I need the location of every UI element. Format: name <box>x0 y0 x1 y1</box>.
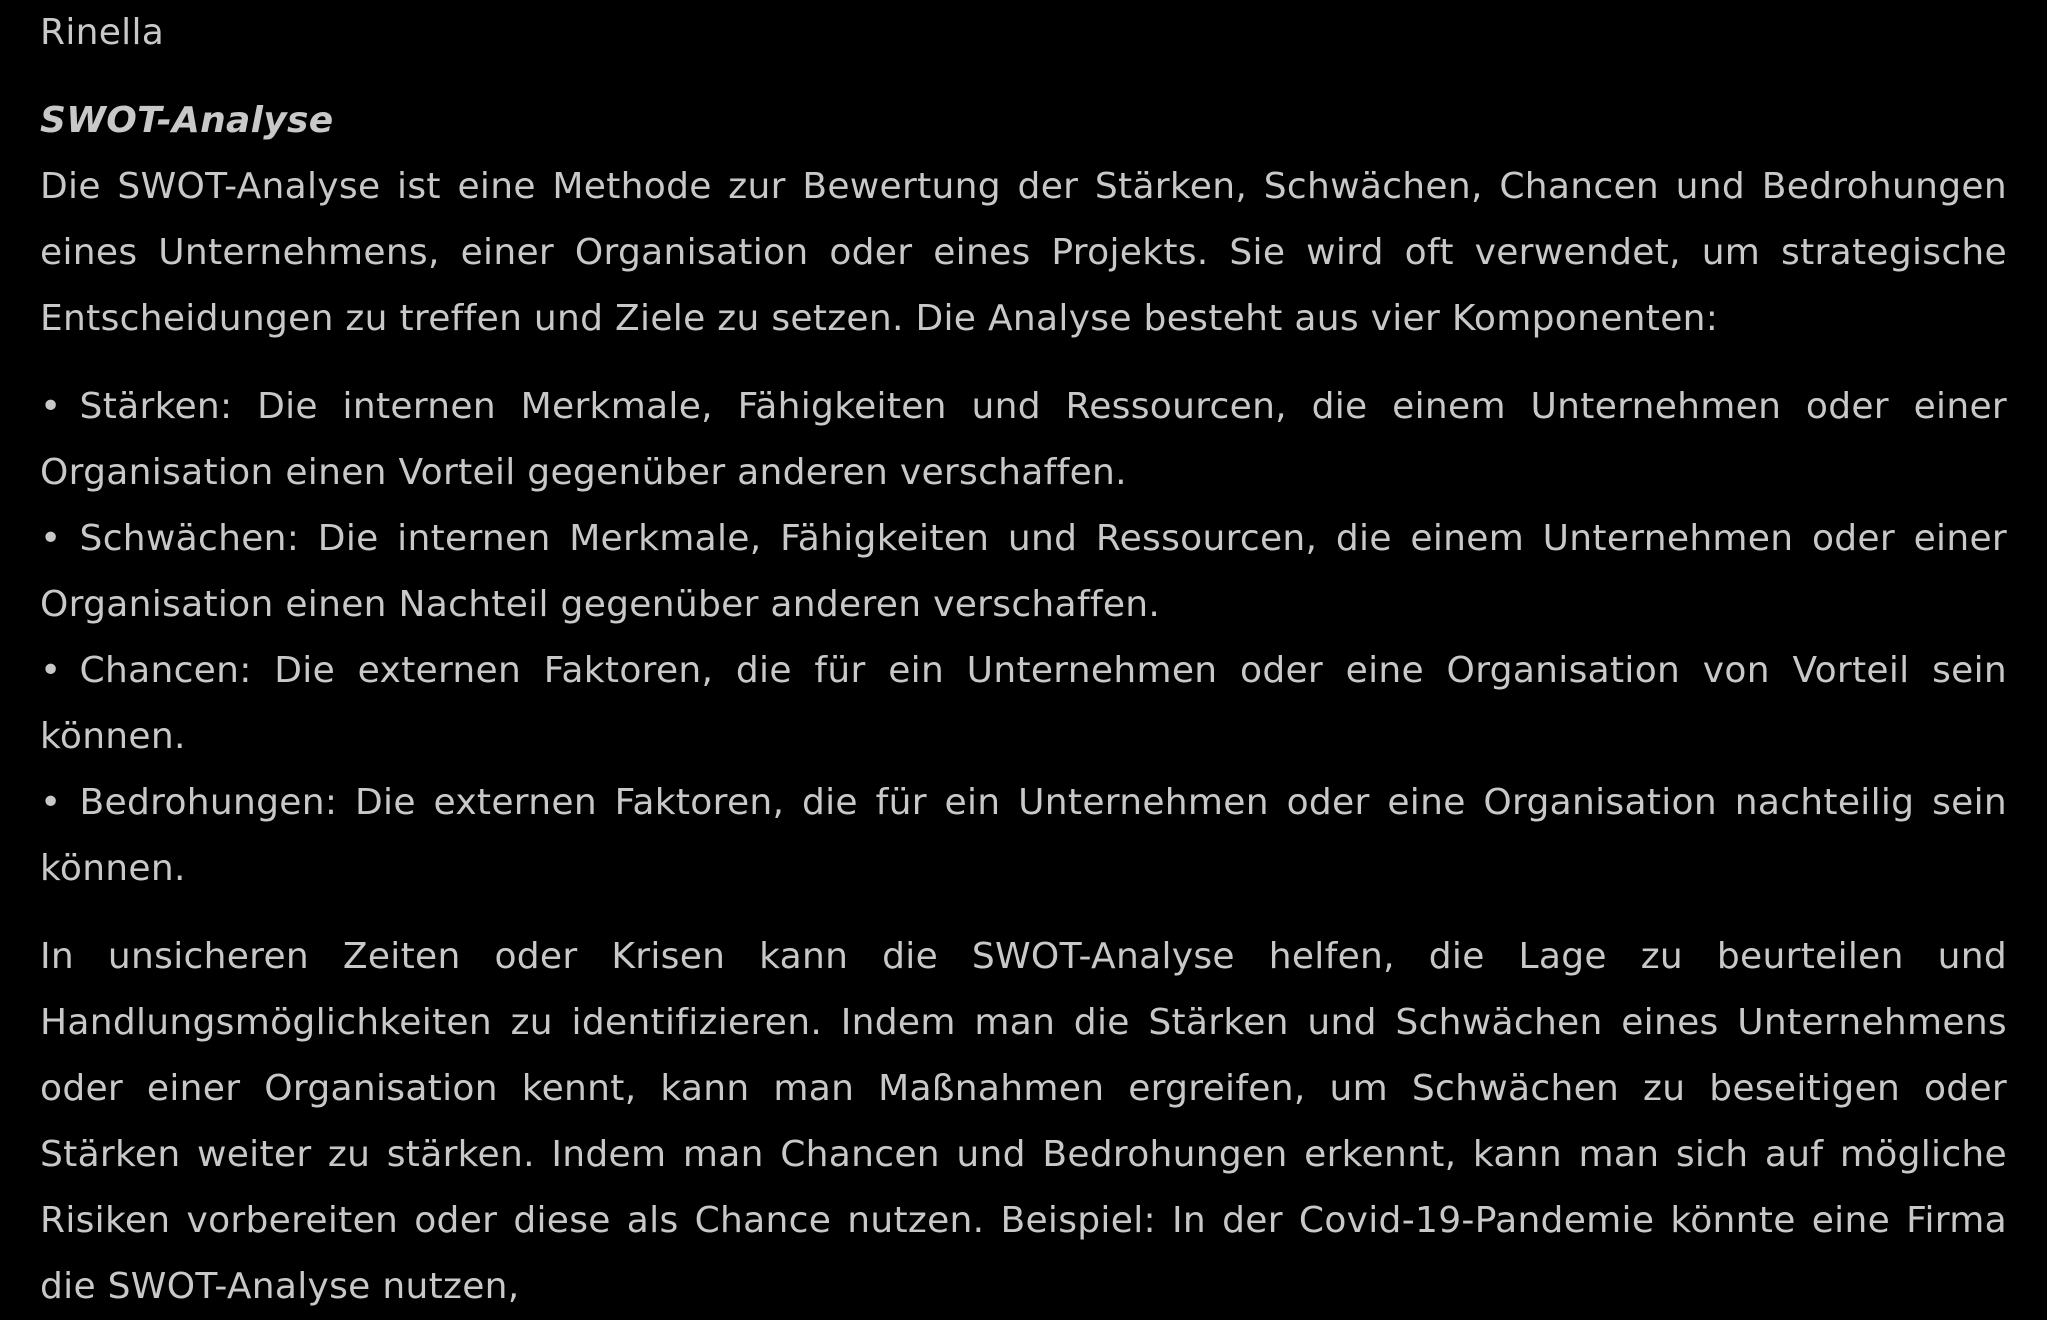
bullet-icon: • <box>40 386 62 427</box>
list-item-text: Chancen: Die externen Faktoren, die für ein Unternehmen oder eine Organisation von Vorteil sein können. <box>40 650 2007 757</box>
closing-paragraph: In unsicheren Zeiten oder Krisen kann die SWOT-Analyse helfen, die Lage zu beurteilen und Handlungsmöglichkeiten zu identifizieren. Indem man die Stärken und Schwächen eines Unternehmens oder einer Organisation kennt, kann man Maßnahmen ergreifen, um Schwächen zu beseitigen oder Stärken weiter zu stärken. Indem man Chancen und Bedrohungen erkennt, kann man sich auf mögliche Risiken vorbereiten oder diese als Chance nutzen. Beispiel: In der Covid-19-Pandemie könnte eine Firma die SWOT-Analyse nutzen, <box>40 936 2007 1307</box>
bullet-icon: • <box>40 518 62 559</box>
list-item-text: Stärken: Die internen Merkmale, Fähigkeiten und Ressourcen, die einem Unternehmen oder einer Organisation einen Vorteil gegenüber anderen verschaffen. <box>40 386 2007 493</box>
author-name: Rinella <box>40 12 165 53</box>
bullet-icon: • <box>40 782 62 823</box>
list-item-text: Bedrohungen: Die externen Faktoren, die für ein Unternehmen oder eine Organisation nachteilig sein können. <box>40 782 2007 889</box>
list-item-strengths <box>40 374 2007 506</box>
reader-page[interactable] <box>40 0 2007 1320</box>
bullet-icon: • <box>40 650 62 691</box>
swot-component-list <box>40 374 2007 902</box>
list-item-text: Schwächen: Die internen Merkmale, Fähigkeiten und Ressourcen, die einem Unternehmen oder einer Organisation einen Nachteil gegenüber anderen verschaffen. <box>40 518 2007 625</box>
list-item-opportunities <box>40 638 2007 770</box>
section-heading: SWOT-Analyse <box>40 100 334 141</box>
list-item-threats <box>40 770 2007 902</box>
intro-paragraph: Die SWOT-Analyse ist eine Methode zur Bewertung der Stärken, Schwächen, Chancen und Bedrohungen eines Unternehmens, einer Organisation oder eines Projekts. Sie wird oft verwendet, um strategische Entscheidungen zu treffen und Ziele zu setzen. Die Analyse besteht aus vier Komponenten: <box>40 166 2007 339</box>
list-item-weaknesses <box>40 506 2007 638</box>
